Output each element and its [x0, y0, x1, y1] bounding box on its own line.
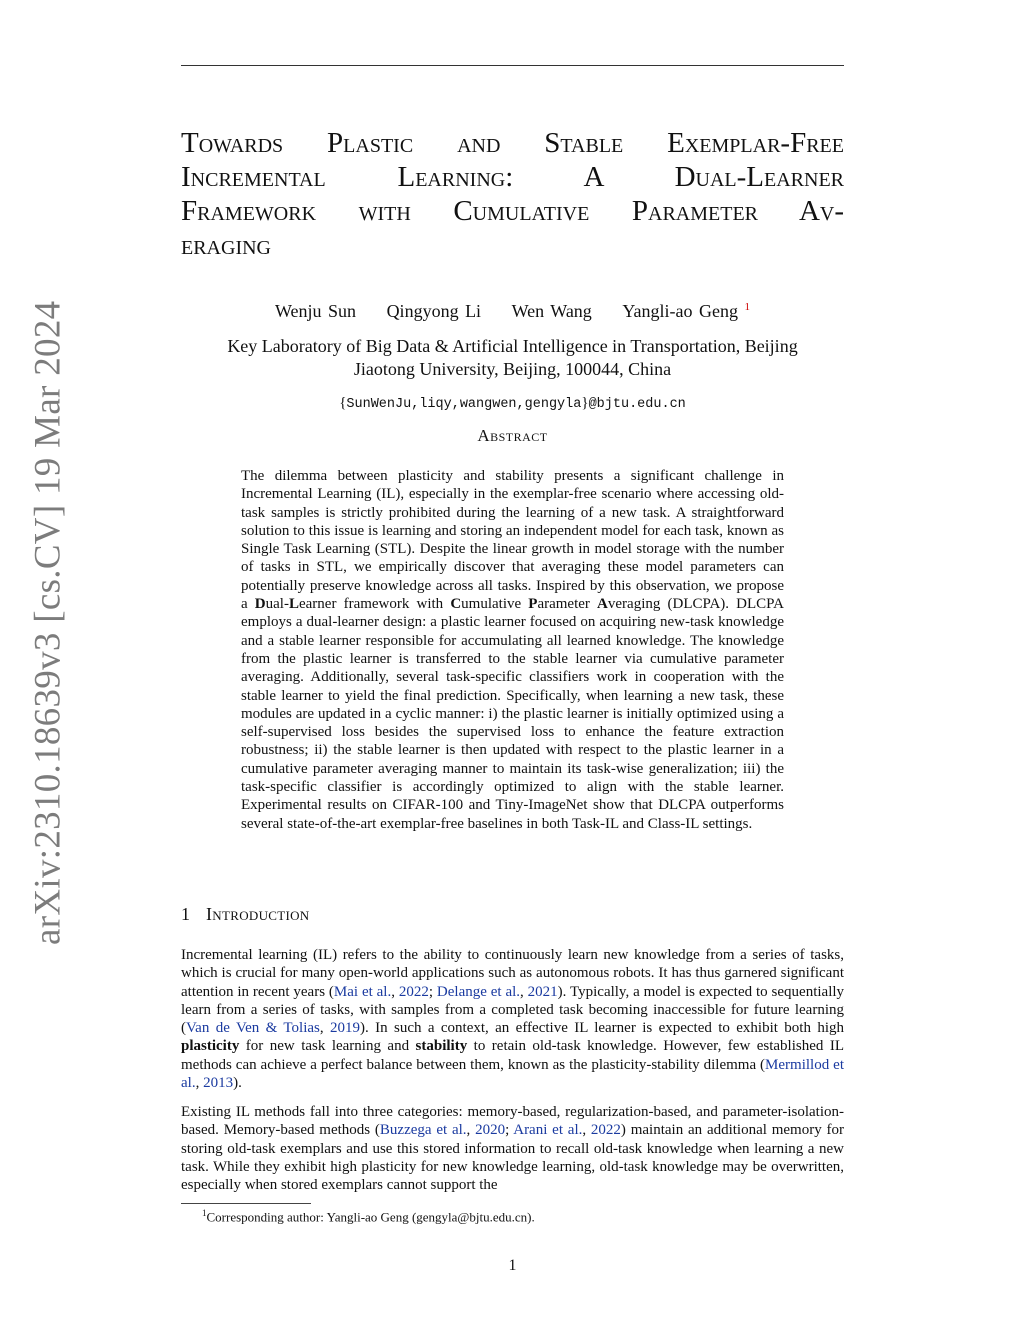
footnote-mark: 1 [202, 1208, 207, 1218]
bold-term: plasticity [181, 1038, 240, 1055]
section-heading-introduction [181, 904, 309, 925]
author-emails [181, 395, 844, 412]
top-rule [181, 65, 844, 66]
section-number: 1 [181, 904, 190, 924]
footnote-text: Corresponding author: Yangli-ao Geng (gengyla@bjtu.edu.cn). [206, 1209, 535, 1225]
email-brace-open: { [339, 395, 347, 411]
citation-link[interactable]: Mai et al. [333, 983, 392, 1000]
citation-year-link[interactable]: 2020 [475, 1122, 506, 1139]
citation-year-link[interactable]: 2019 [330, 1020, 360, 1037]
page-number: 1 [508, 1257, 517, 1274]
author-1: Wenju Sun [275, 301, 357, 321]
citation-year-link[interactable]: 2021 [527, 983, 558, 1000]
bold-term: stability [415, 1038, 468, 1055]
citation-link[interactable]: Van de Ven & Tolias [186, 1020, 320, 1037]
title-line-3: Framework with Cumulative Parameter Av- [181, 195, 844, 227]
author-4: Yangli-ao Geng $^1$ [622, 301, 750, 321]
author-2: Qingyong Li [386, 301, 482, 321]
email-brace-close: } [581, 395, 589, 411]
abstract-heading: Abstract [477, 426, 548, 445]
intro-paragraph-2: Existing IL methods fall into three categories: memory-based, regularization-based, and parameter-isolation-based. Memory-based methods (Buzzega et al., 2020; Arani et al., 2022) maintain an additional memory for storing old-task exemplars and use this stored information to recall old-task knowledge when learning a new task. While they exhibit high plasticity for new knowledge learning, old-task knowledge may be overwritten, especially when stored exemplars cannot support the [181, 1104, 844, 1194]
citation-link[interactable]: Arani et al. [513, 1122, 583, 1139]
citation-year-link[interactable]: 2022 [590, 1122, 621, 1139]
citation-year-link[interactable]: 2013 [203, 1075, 234, 1092]
citation-link[interactable]: Buzzega et al. [379, 1122, 467, 1139]
title-line-2: Incremental Learning: A Dual-Learner [181, 161, 844, 193]
footnote-link-1[interactable]: 1 [744, 301, 750, 313]
footnote-rule [181, 1203, 311, 1204]
citation-link[interactable]: Mermillod et al. [181, 1056, 844, 1092]
footnote [202, 1208, 535, 1225]
abstract-text: The dilemma between plasticity and stability presents a significant challenge in Incremental Learning (IL), especially in the exemplar-free scenario where accessing old-task samples is strictly prohibited during the learning of a new task. A straightforward solution to this issue is learning and storing an independent model for each task, known as Single Task Learning (STL). Despite the linear growth in model storage with the number of tasks in STL, we empirically discover that averaging these model parameters can potentially preserve knowledge across all tasks. Inspired by this observation, we propose a Dual-Learner framework with Cumulative Parameter Averaging (DLCPA). DLCPA employs a dual-learner design: a plastic learner focused on acquiring new-task knowledge and a stable learner responsible for accumulating all learned knowledge. The knowledge from the plastic learner is transferred to the stable learner via cumulative parameter averaging. Additionally, several task-specific classifiers work in cooperation with the stable learner to yield the final prediction. Specifically, when learning a new task, these modules are updated in a cyclic manner: i) the plastic learner is initially optimized using a self-supervised loss besides the supervised loss to enhance the feature extraction robustness; ii) the stable learner is then updated with respect to the plastic learner in a cumulative parameter averaging manner to maintain its task-wise generalization; iii) the task-specific classifier is accordingly optimized to align with the stable learner. Experimental results on CIFAR-100 and Tiny-ImageNet show that DLCPA outperforms several state-of-the-art exemplar-free baselines in both Task-IL and Class-IL settings. [241, 468, 784, 832]
title-line-4: eraging [181, 229, 271, 261]
email-domain: @bjtu.edu.cn [588, 397, 686, 412]
title-line-1: Towards Plastic and Stable Exemplar-Free [181, 127, 844, 159]
affiliation-line-2: Jiaotong University, Beijing, 100044, China [353, 359, 672, 379]
arxiv-identifier-stamp: arXiv:2310.18639v3 [cs.CV] 19 Mar 2024 [27, 300, 69, 945]
affiliation [181, 335, 844, 381]
intro-paragraph-1: Incremental learning (IL) refers to the ability to continuously learn new knowledge from a series of tasks, which is crucial for many open-world applications such as autonomous robots. It has thus garnered significant attention in recent years (Mai et al., 2022; Delange et al., 2021). Typically, a model is expected to sequentially learn from a series of tasks, with samples from a completed task becoming inaccessible for future learning (Van de Ven & Tolias, 2019). In such a context, an effective IL learner is expected to exhibit both high plasticity for new task learning and stability to retain old-task knowledge. However, few established IL methods can achieve a perfect balance between them, known as the plasticity-stability dilemma (Mermillod et al., 2013). [181, 947, 845, 1092]
citation-year-link[interactable]: 2022 [398, 983, 429, 1000]
affiliation-line-1: Key Laboratory of Big Data & Artificial Intelligence in Transportation, Beijing [227, 336, 798, 356]
paper-title [181, 126, 844, 262]
citation-link[interactable]: Delange et al. [436, 983, 521, 1000]
section-title: Introduction [206, 904, 310, 924]
author-3: Wen Wang [511, 301, 592, 321]
author-list [181, 301, 844, 322]
email-users: SunWenJu,liqy,wangwen,gengyla [346, 397, 582, 412]
